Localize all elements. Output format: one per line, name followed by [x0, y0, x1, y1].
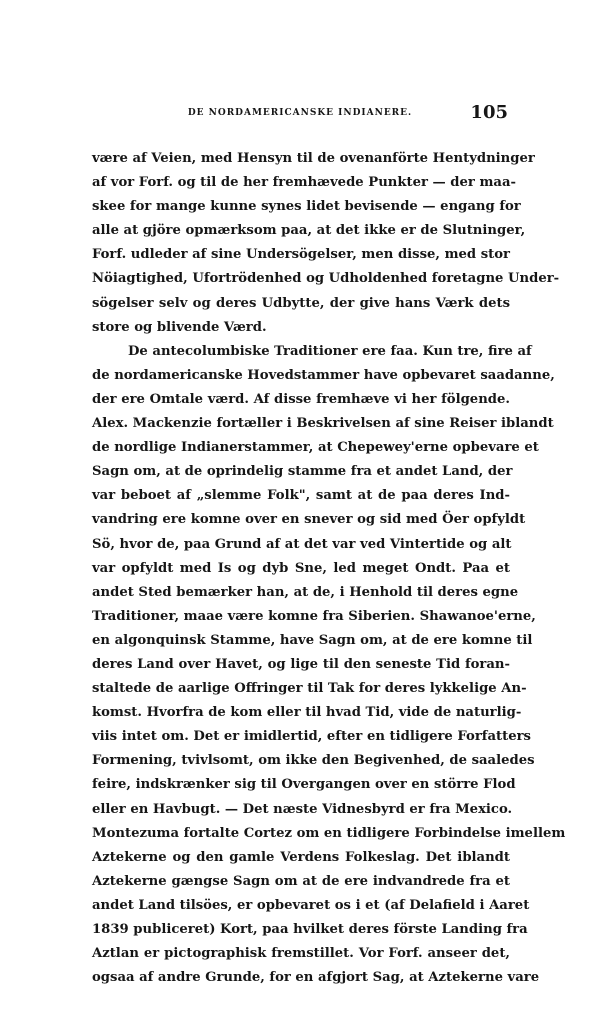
text-line: Aztlan er pictographisk fremstillet. Vor Forf. anseer det,: [92, 946, 510, 962]
text-line: alle at gjöre opmærksom paa, at det ikke er de Slutninger,: [92, 223, 526, 239]
text-line: deres Land over Havet, og lige til den seneste Tid foran-: [92, 656, 510, 672]
text-line: ogsaa af andre Grunde, for en afgjort Sag, at Aztekerne vare: [92, 970, 540, 986]
running-title: DE NORDAMERICANSKE INDIANERE.: [187, 108, 413, 118]
text-line: af vor Forf. og til de her fremhævede Punkter — der maa-: [92, 175, 516, 191]
text-line: de nordlige Indianerstammer, at Chepewey'erne opbevare et: [92, 440, 539, 456]
text-line: skee for mange kunne synes lidet bevisende — engang for: [92, 199, 521, 215]
text-line: Nöiagtighed, Ufortrödenhed og Udholdenhed foretagne Under-: [92, 271, 560, 287]
text-line: Aztekerne gængse Sagn om at de ere indvandrede fra et: [92, 873, 510, 889]
text-line: vandring ere komne over en snever og sid med Öer opfyldt: [92, 512, 526, 528]
text-line: Montezuma fortalte Cortez om en tidligere Forbindelse imellem: [92, 825, 566, 841]
text-line: andet Sted bemærker han, at de, i Henhold til deres egne: [92, 584, 519, 600]
text-line: staltede de aarlige Offringer til Tak for deres lykkelige An-: [92, 681, 527, 697]
text-line: feire, indskrænker sig til Overgangen over en större Flod: [92, 777, 516, 793]
page-number: 105: [470, 102, 508, 123]
running-head: [90, 102, 510, 126]
text-line: Alex. Mackenzie fortæller i Beskrivelsen af sine Reiser iblandt: [92, 416, 554, 432]
text-line: komst. Hvorfra de kom eller til hvad Tid, vide de naturlig-: [92, 705, 522, 721]
text-line: være af Veien, med Hensyn til de ovenanförte Hentydninger: [92, 151, 535, 166]
text-line: de nordamericanske Hovedstammer have opbevaret saadanne,: [92, 367, 555, 383]
text-line: Forf. udleder af sine Undersögelser, men disse, med stor: [92, 247, 511, 263]
body-text: [92, 147, 566, 990]
text-line: Sagn om, at de oprindelig stamme fra et andet Land, der: [92, 464, 513, 480]
text-line: store og blivende Værd.: [92, 319, 267, 335]
text-line: der ere Omtale værd. Af disse fremhæve vi her fölgende.: [92, 391, 510, 407]
paragraph-start-line: De antecolumbiske Traditioner ere faa. Kun tre, fire af: [128, 343, 532, 359]
text-line: 1839 publiceret) Kort, paa hvilket deres förste Landing fra: [92, 922, 528, 937]
text-line: Traditioner, maae være komne fra Siberien. Shawanoe'erne,: [92, 608, 536, 624]
text-line: var opfyldt med Is og dyb Sne, led meget Ondt. Paa et: [92, 560, 510, 576]
text-line: Aztekerne og den gamle Verdens Folkeslag. Det iblandt: [92, 849, 510, 865]
text-line: eller en Havbugt. — Det næste Vidnesbyrd er fra Mexico.: [92, 801, 513, 817]
text-line: viis intet om. Det er imidlertid, efter en tidligere Forfatters: [92, 729, 531, 745]
text-line: sögelser selv og deres Udbytte, der give hans Værk dets: [92, 295, 510, 311]
text-line: Formening, tvivlsomt, om ikke den Begivenhed, de saaledes: [92, 753, 535, 769]
text-line: var beboet af „slemme Folk", samt at de paa deres Ind-: [92, 488, 510, 504]
text-line: en algonquinsk Stamme, have Sagn om, at de ere komne til: [92, 632, 533, 648]
text-line: Sö, hvor de, paa Grund af at det var ved Vintertide og alt: [92, 536, 512, 552]
text-line: andet Land tilsöes, er opbevaret os i et (af Delafield i Aaret: [92, 897, 530, 913]
